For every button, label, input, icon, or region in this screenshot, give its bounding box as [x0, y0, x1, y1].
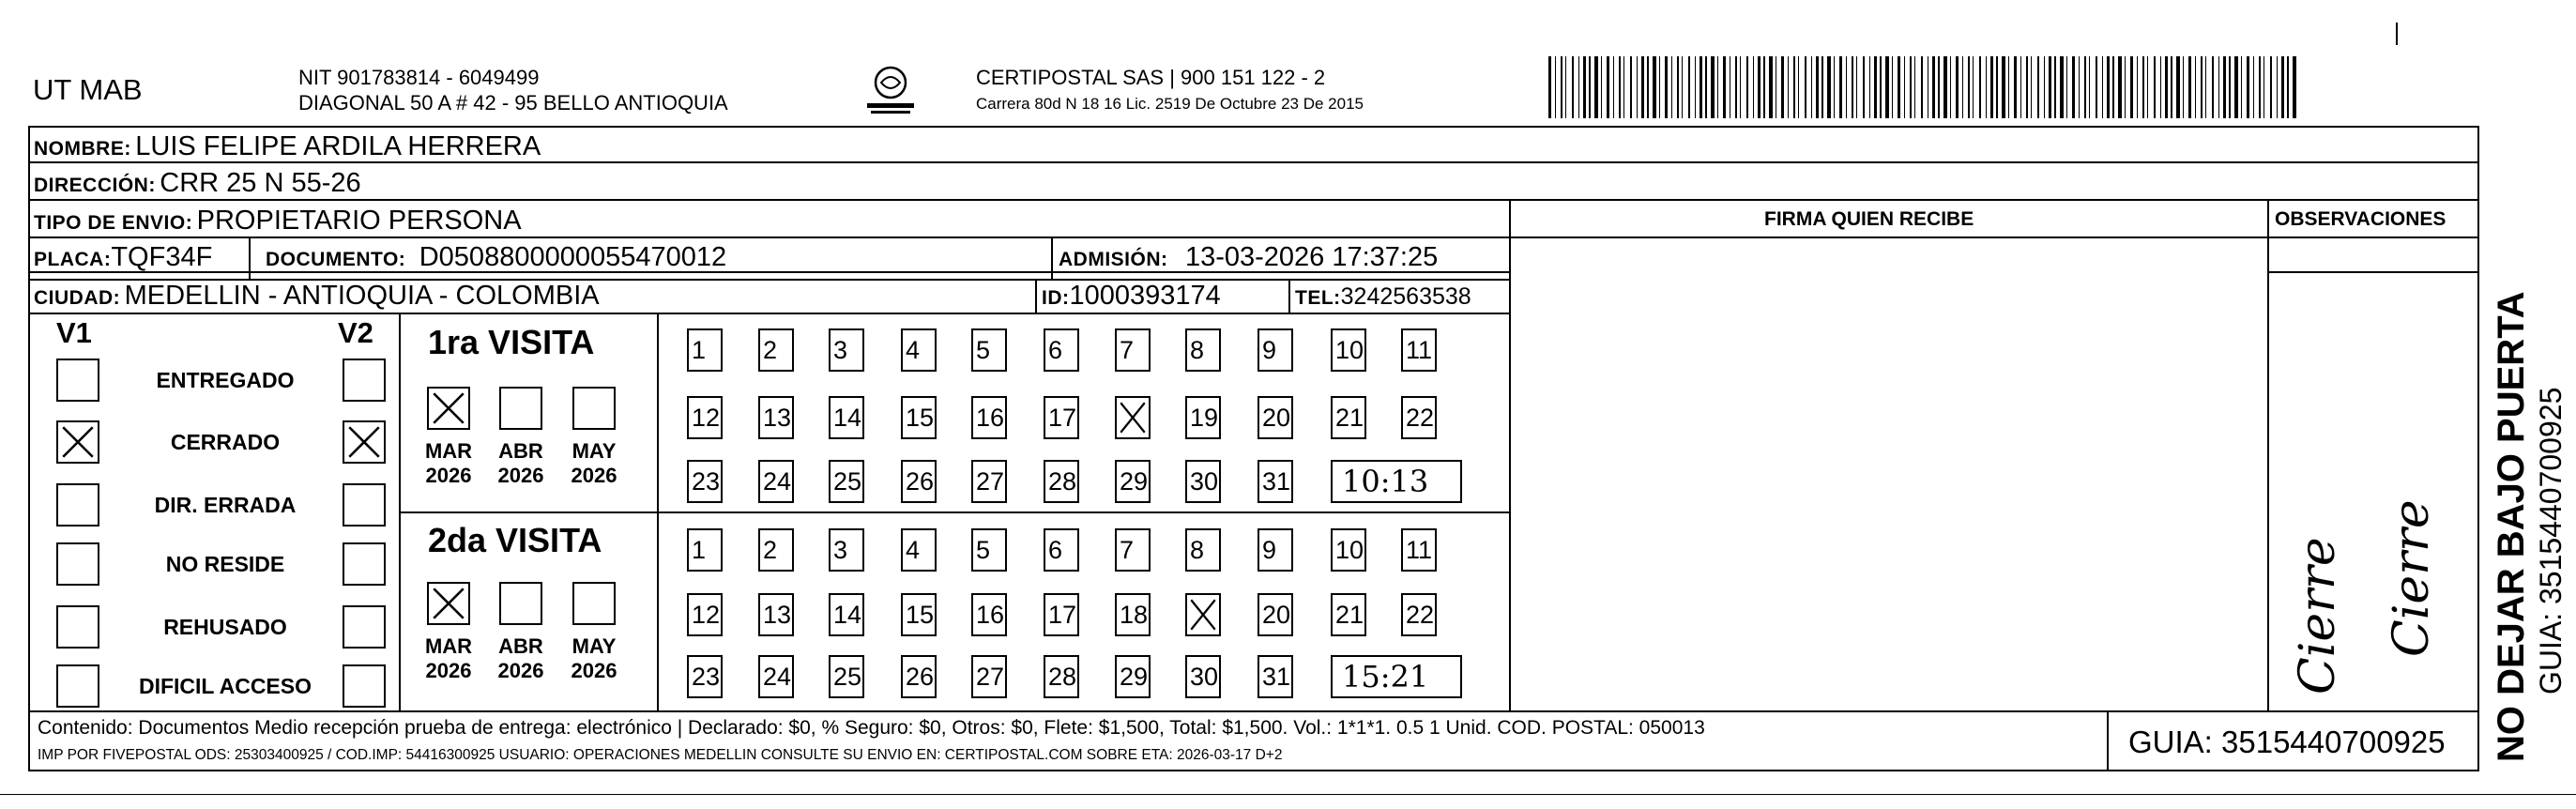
day-box[interactable]: 30 — [1185, 460, 1221, 503]
address-label: DIRECCIÓN: — [34, 175, 156, 196]
status-label: DIFICIL ACCESO — [138, 674, 312, 698]
barcode-bar — [2165, 56, 2168, 118]
day-box[interactable]: 12 — [687, 396, 723, 439]
barcode-bar — [1583, 56, 1586, 118]
day-box[interactable]: 4 — [901, 328, 937, 372]
barcode-bar — [1839, 56, 1842, 118]
barcode-bar — [2026, 56, 2028, 118]
col-divider — [1288, 279, 1290, 313]
day-box[interactable]: 5 — [971, 528, 1007, 572]
day-box[interactable]: 13 — [758, 593, 794, 636]
day-box[interactable]: 9 — [1258, 328, 1293, 372]
col-divider — [2107, 710, 2109, 771]
month-label: MAY 2026 — [571, 439, 617, 487]
barcode-bar — [1548, 56, 1551, 118]
barcode-bar — [1821, 56, 1823, 118]
day-box[interactable]: 9 — [1258, 528, 1293, 572]
barcode-bar — [1962, 56, 1963, 118]
v2-checkbox[interactable] — [343, 542, 386, 586]
day-box[interactable]: 22 — [1401, 593, 1437, 636]
barcode-bar — [2195, 56, 2196, 118]
barcode-bar — [1950, 56, 1951, 118]
barcode-bar — [2154, 56, 2156, 118]
crop-mark — [2396, 23, 2398, 45]
day-box[interactable]: 21 — [1331, 593, 1366, 636]
day-box[interactable]: 27 — [971, 655, 1007, 698]
day-box[interactable]: 31 — [1258, 655, 1293, 698]
barcode-bar — [1711, 56, 1715, 118]
barcode-bar — [2125, 56, 2126, 118]
day-box[interactable]: 18 — [1115, 593, 1151, 636]
print-info-line: IMP POR FIVEPOSTAL ODS: 25303400925 / COD.IMP: 54416300925 USUARIO: OPERACIONES MEDELLIN CONSULTE SU ENVIO EN: CERTIPOSTAL.COM SOBRE ETA: 2026-03-17 D+2 — [38, 747, 1283, 763]
barcode-bar — [2229, 56, 2231, 118]
barcode-bar — [2241, 56, 2242, 118]
barcode-bar — [1665, 56, 1668, 118]
day-box[interactable]: 14 — [829, 593, 864, 636]
month-label: MAY 2026 — [571, 634, 617, 682]
barcode-bar — [2147, 56, 2148, 118]
v2-checkbox[interactable] — [343, 483, 386, 527]
day-box[interactable]: 8 — [1185, 328, 1221, 372]
day-box[interactable]: 17 — [1044, 593, 1079, 636]
barcode-bar — [1763, 56, 1765, 118]
barcode-bar — [2118, 56, 2122, 118]
visit-time-box[interactable]: 10:13 — [1331, 460, 1462, 503]
side-guia: GUIA: 3515440700925 — [2534, 387, 2568, 695]
barcode-bar — [1869, 56, 1870, 118]
plate-value: TQF34F — [111, 242, 213, 272]
barcode-bar — [1758, 56, 1761, 118]
col-divider — [2267, 199, 2269, 710]
barcode — [1548, 56, 2299, 118]
barcode-bar — [1705, 56, 1707, 118]
admission-label: ADMISIÓN: — [1059, 249, 1168, 270]
barcode-bar — [1589, 56, 1591, 118]
barcode-bar — [1856, 56, 1857, 118]
barcode-bar — [2212, 56, 2214, 118]
recipient-address: CRR 25 N 55-26 — [160, 168, 361, 198]
barcode-bar — [1793, 56, 1795, 118]
barcode-bar — [2234, 56, 2238, 118]
barcode-bar — [1671, 56, 1672, 118]
second-visit-label: 2da VISITA — [428, 521, 602, 559]
status-label: NO RESIDE — [165, 552, 285, 576]
day-box[interactable]: 29 — [1115, 655, 1151, 698]
barcode-bar — [2107, 56, 2110, 118]
barcode-bar — [2002, 56, 2005, 118]
status-label: CERRADO — [170, 430, 281, 454]
day-box[interactable]: 23 — [687, 655, 723, 698]
day-box[interactable]: 11 — [1401, 328, 1437, 372]
status-label: REHUSADO — [163, 615, 287, 639]
barcode-bar — [2060, 56, 2064, 118]
day-box[interactable]: 28 — [1044, 460, 1079, 503]
barcode-bar — [2160, 56, 2161, 118]
barcode-bar — [1827, 56, 1831, 118]
barcode-bar — [1630, 56, 1632, 118]
plate-label: PLACA: — [34, 249, 112, 270]
barcode-bar — [2201, 56, 2203, 118]
barcode-bar — [2044, 56, 2045, 118]
month-label: ABR 2026 — [497, 634, 544, 682]
barcode-bar — [1956, 56, 1959, 118]
barcode-bar — [1578, 56, 1579, 118]
day-box[interactable]: 10 — [1331, 528, 1366, 572]
id-label: ID: — [1042, 287, 1070, 309]
day-box[interactable]: 2 — [758, 528, 794, 572]
barcode-bar — [1904, 56, 1905, 118]
barcode-bar — [1892, 56, 1893, 118]
barcode-bar — [2014, 56, 2017, 118]
recipient-name: LUIS FELIPE ARDILA HERRERA — [135, 131, 541, 161]
observation-note-2: Cierre — [2384, 499, 2440, 657]
tel-value: 3242563538 — [1340, 283, 1471, 310]
barcode-bar — [1834, 56, 1835, 118]
day-box[interactable]: 22 — [1401, 396, 1437, 439]
barcode-bar — [2031, 56, 2032, 118]
day-box[interactable]: 23 — [687, 460, 723, 503]
barcode-bar — [1561, 56, 1562, 118]
barcode-bar — [1555, 56, 1556, 118]
sender-address: DIAGONAL 50 A # 42 - 95 BELLO ANTIOQUIA — [298, 91, 728, 114]
barcode-bar — [2287, 56, 2289, 118]
row-divider — [28, 199, 2479, 201]
day-box[interactable]: 28 — [1044, 655, 1079, 698]
day-box[interactable]: 30 — [1185, 655, 1221, 698]
v1-checkbox[interactable] — [56, 420, 99, 464]
barcode-bar — [2079, 56, 2080, 118]
barcode-bar — [1695, 56, 1696, 118]
certipostal-logo — [861, 62, 920, 120]
v1-checkbox[interactable] — [56, 605, 99, 649]
barcode-bar — [2259, 56, 2261, 118]
barcode-bar — [1601, 56, 1602, 118]
observation-note-1: Cierre — [2290, 537, 2346, 695]
col-divider — [249, 237, 251, 279]
barcode-bar — [2247, 56, 2249, 118]
carrier-license: Carrera 80d N 18 16 Lic. 2519 De Octubre 23 De 2015 — [976, 95, 1364, 113]
v2-checkbox[interactable] — [343, 359, 386, 402]
barcode-bar — [1863, 56, 1865, 118]
day-box[interactable]: 5 — [971, 328, 1007, 372]
barcode-bar — [1740, 56, 1741, 118]
month-checkbox[interactable] — [427, 387, 470, 430]
barcode-bar — [2008, 56, 2009, 118]
barcode-bar — [1938, 56, 1940, 118]
barcode-bar — [1619, 56, 1621, 118]
barcode-bar — [1910, 56, 1912, 118]
barcode-bar — [1613, 56, 1614, 118]
barcode-bar — [1852, 56, 1853, 118]
barcode-bar — [1986, 56, 1987, 118]
barcode-bar — [2142, 56, 2144, 118]
barcode-bar — [1641, 56, 1644, 118]
barcode-bar — [1805, 56, 1806, 118]
day-box[interactable]: 26 — [901, 460, 937, 503]
day-box[interactable]: 16 — [971, 396, 1007, 439]
status-label: DIR. ERRADA — [154, 493, 297, 517]
barcode-bar — [1880, 56, 1882, 118]
barcode-bar — [1798, 56, 1799, 118]
day-box[interactable]: 15 — [901, 593, 937, 636]
barcode-bar — [1898, 56, 1900, 118]
visit-time-box[interactable]: 15:21 — [1331, 655, 1462, 698]
sender-name: UT MAB — [33, 73, 143, 106]
barcode-bar — [2054, 56, 2056, 118]
barcode-bar — [1943, 56, 1947, 118]
guia-footer: GUIA: 3515440700925 — [2128, 725, 2446, 759]
barcode-bar — [2270, 56, 2272, 118]
barcode-bar — [1979, 56, 1981, 118]
day-box[interactable]: 4 — [901, 528, 937, 572]
day-box[interactable]: 26 — [901, 655, 937, 698]
month-label: MAR 2026 — [424, 439, 473, 487]
day-box[interactable]: 7 — [1115, 328, 1151, 372]
day-box[interactable]: 15 — [901, 396, 937, 439]
month-checkbox[interactable] — [499, 387, 542, 430]
day-box[interactable]: 1 — [687, 328, 723, 372]
day-box[interactable]: 8 — [1185, 528, 1221, 572]
barcode-bar — [2096, 56, 2097, 118]
barcode-bar — [2293, 56, 2296, 118]
barcode-bar — [2183, 56, 2184, 118]
tel-label: TEL: — [1295, 287, 1341, 309]
v2-checkbox[interactable] — [343, 664, 386, 708]
city-label: CIUDAD: — [34, 287, 121, 309]
barcode-bar — [2223, 56, 2226, 118]
row-divider — [2267, 271, 2479, 273]
barcode-bar — [1914, 56, 1915, 118]
barcode-bar — [2130, 56, 2133, 118]
barcode-bar — [2176, 56, 2180, 118]
barcode-bar — [1700, 56, 1702, 118]
barcode-bar — [1885, 56, 1889, 118]
barcode-bar — [1682, 56, 1683, 118]
barcode-bar — [2188, 56, 2191, 118]
v2-checkbox[interactable] — [343, 605, 386, 649]
barcode-bar — [1594, 56, 1598, 118]
barcode-bar — [1996, 56, 1998, 118]
barcode-bar — [1647, 56, 1649, 118]
barcode-bar — [2084, 56, 2086, 118]
day-box[interactable]: 7 — [1115, 528, 1151, 572]
barcode-bar — [2281, 56, 2284, 118]
barcode-bar — [1968, 56, 1970, 118]
col-divider — [1035, 279, 1037, 313]
day-box[interactable]: 21 — [1331, 396, 1366, 439]
name-label: NOMBRE: — [34, 138, 131, 160]
barcode-bar — [1653, 56, 1656, 118]
barcode-bar — [1781, 56, 1784, 118]
day-box[interactable]: 3 — [829, 328, 864, 372]
barcode-bar — [2253, 56, 2254, 118]
month-checkbox[interactable] — [572, 582, 616, 625]
barcode-bar — [1688, 56, 1690, 118]
day-box[interactable]: 29 — [1115, 460, 1151, 503]
contents-line: Contenido: Documentos Medio recepción prueba de entrega: electrónico | Declarado: $0, % Seguro: $0, Otros: $0, Flete: $1,500, Total: $1,500. Vol.: 1*1*1. 0.5 1 Unid. COD. POSTAL: 050013 — [38, 717, 1705, 739]
barcode-bar — [1735, 56, 1737, 118]
v1-label: V1 — [56, 316, 92, 349]
v1-checkbox[interactable] — [56, 359, 99, 402]
day-box[interactable]: 6 — [1044, 328, 1079, 372]
document-value: D0508800000055470012 — [419, 242, 727, 272]
barcode-bar — [1723, 56, 1726, 118]
day-box[interactable]: 24 — [758, 655, 794, 698]
v1-checkbox[interactable] — [56, 664, 99, 708]
barcode-bar — [1769, 56, 1773, 118]
barcode-bar — [2066, 56, 2067, 118]
status-label: ENTREGADO — [156, 368, 295, 392]
barcode-bar — [1973, 56, 1974, 118]
id-value: 1000393174 — [1069, 281, 1221, 311]
barcode-bar — [1623, 56, 1624, 118]
barcode-bar — [1637, 56, 1638, 118]
barcode-bar — [1746, 56, 1748, 118]
barcode-bar — [1607, 56, 1609, 118]
v2-checkbox[interactable] — [343, 420, 386, 464]
month-label: MAR 2026 — [424, 634, 473, 682]
day-box[interactable]: 17 — [1044, 396, 1079, 439]
day-box[interactable] — [1115, 396, 1151, 439]
day-box[interactable]: 3 — [829, 528, 864, 572]
observations-label: OBSERVACIONES — [2275, 208, 2446, 230]
row-divider — [399, 511, 1509, 513]
barcode-bar — [1572, 56, 1574, 118]
barcode-bar — [1811, 56, 1812, 118]
signature-label: FIRMA QUIEN RECIBE — [1764, 208, 1974, 230]
barcode-bar — [1816, 56, 1819, 118]
barcode-bar — [1753, 56, 1754, 118]
barcode-bar — [2218, 56, 2219, 118]
barcode-bar — [2049, 56, 2051, 118]
day-box[interactable]: 19 — [1185, 396, 1221, 439]
type-label: TIPO DE ENVIO: — [34, 212, 193, 234]
day-box[interactable]: 11 — [1401, 528, 1437, 572]
day-box[interactable]: 2 — [758, 328, 794, 372]
barcode-bar — [1677, 56, 1679, 118]
shipment-type: PROPIETARIO PERSONA — [196, 206, 522, 236]
month-checkbox[interactable] — [427, 582, 470, 625]
barcode-bar — [1874, 56, 1877, 118]
barcode-bar — [2277, 56, 2278, 118]
barcode-bar — [2089, 56, 2090, 118]
barcode-bar — [1990, 56, 1993, 118]
barcode-bar — [2037, 56, 2039, 118]
barcode-bar — [2205, 56, 2206, 118]
day-box[interactable]: 20 — [1258, 396, 1293, 439]
v2-label: V2 — [338, 316, 373, 349]
first-visit-label: 1ra VISITA — [428, 323, 595, 361]
col-divider — [1509, 199, 1511, 710]
month-checkbox[interactable] — [572, 387, 616, 430]
barcode-bar — [1717, 56, 1718, 118]
row-divider — [28, 710, 2479, 712]
day-box[interactable]: 16 — [971, 593, 1007, 636]
day-box[interactable]: 24 — [758, 460, 794, 503]
day-box[interactable]: 13 — [758, 396, 794, 439]
barcode-bar — [2020, 56, 2021, 118]
row-divider — [28, 237, 2479, 238]
day-box[interactable]: 27 — [971, 460, 1007, 503]
barcode-bar — [1921, 56, 1923, 118]
row-divider — [28, 313, 1509, 314]
bottom-edge — [0, 794, 2576, 795]
month-label: ABR 2026 — [497, 439, 544, 487]
city-value: MEDELLIN - ANTIOQUIA - COLOMBIA — [124, 281, 600, 311]
day-box[interactable]: 25 — [829, 460, 864, 503]
col-divider — [1051, 237, 1053, 279]
barcode-bar — [1846, 56, 1847, 118]
barcode-bar — [1565, 56, 1566, 118]
day-box[interactable]: 12 — [687, 593, 723, 636]
day-box[interactable] — [1185, 593, 1221, 636]
barcode-bar — [2112, 56, 2114, 118]
day-box[interactable]: 31 — [1258, 460, 1293, 503]
no-under-door-warning: NO DEJAR BAJO PUERTA — [2491, 291, 2532, 762]
barcode-bar — [2102, 56, 2103, 118]
barcode-bar — [1932, 56, 1935, 118]
day-box[interactable]: 20 — [1258, 593, 1293, 636]
admission-value: 13-03-2026 17:37:25 — [1184, 242, 1439, 272]
document-label: DOCUMENTO: — [266, 249, 406, 270]
barcode-bar — [2171, 56, 2172, 118]
sender-nit: NIT 901783814 - 6049499 — [298, 66, 540, 89]
v1-checkbox[interactable] — [56, 542, 99, 586]
month-checkbox[interactable] — [499, 582, 542, 625]
day-box[interactable]: 6 — [1044, 528, 1079, 572]
barcode-bar — [2072, 56, 2075, 118]
day-box[interactable]: 1 — [687, 528, 723, 572]
day-box[interactable]: 10 — [1331, 328, 1366, 372]
day-box[interactable]: 14 — [829, 396, 864, 439]
carrier-name: CERTIPOSTAL SAS | 900 151 122 - 2 — [976, 66, 1326, 89]
v1-checkbox[interactable] — [56, 483, 99, 527]
day-box[interactable]: 25 — [829, 655, 864, 698]
barcode-bar — [1659, 56, 1660, 118]
barcode-bar — [2137, 56, 2138, 118]
barcode-bar — [1788, 56, 1789, 118]
